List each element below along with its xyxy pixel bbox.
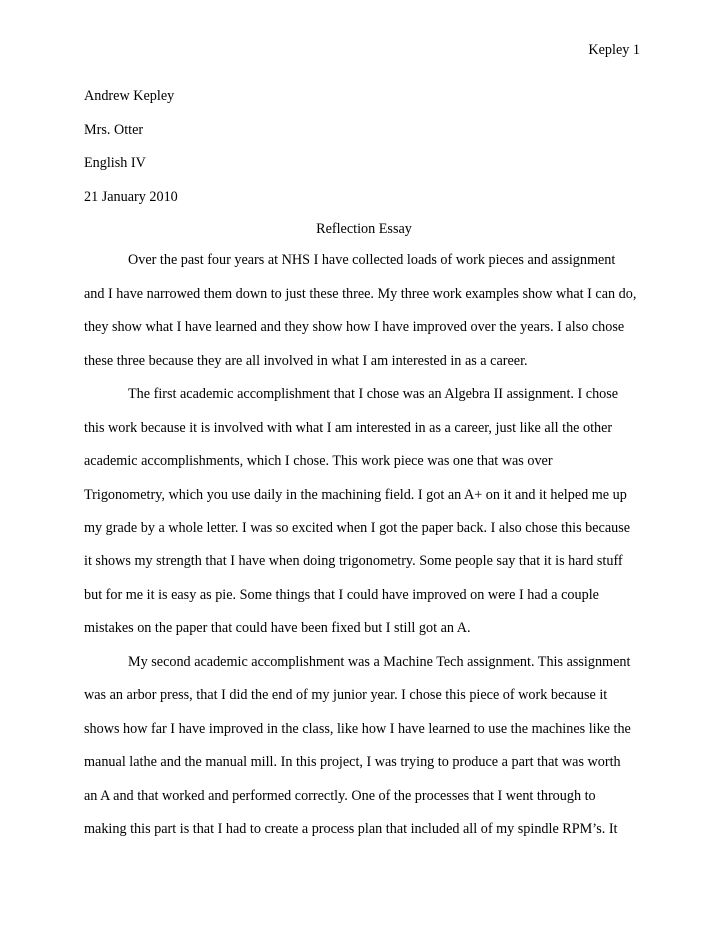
body-line: it shows my strength that I have when doing trigonometry. Some people say that it is hard stuff (84, 553, 623, 569)
body-line: was an arbor press, that I did the end of my junior year. I chose this piece of work because it (84, 687, 608, 703)
body-line: but for me it is easy as pie. Some things that I could have improved on were I had a couple (84, 587, 599, 603)
body-line: My second academic accomplishment was a Machine Tech assignment. This assignment (128, 654, 631, 670)
body-line: making this part is that I had to create a process plan that included all of my spindle RPM’s. It (84, 821, 618, 837)
body-line: my grade by a whole letter. I was so excited when I got the paper back. I also chose this because (84, 520, 631, 536)
teacher-name: Mrs. Otter (84, 122, 144, 138)
course-name: English IV (84, 155, 146, 171)
essay-title: Reflection Essay (316, 221, 412, 237)
body-line: these three because they are all involved in what I am interested in as a career. (84, 353, 528, 369)
body-line: and I have narrowed them down to just these three. My three work examples show what I can do, (84, 286, 637, 302)
body-line: an A and that worked and performed correctly. One of the processes that I went through to (84, 788, 596, 804)
body-line: The first academic accomplishment that I chose was an Algebra II assignment. I chose (128, 386, 619, 402)
body-line: mistakes on the paper that could have been fixed but I still got an A. (84, 620, 471, 636)
body-line: shows how far I have improved in the class, like how I have learned to use the machines like the (84, 721, 631, 737)
body-line: academic accomplishments, which I chose. This work piece was one that was over (84, 453, 553, 469)
body-line: this work because it is involved with what I am interested in as a career, just like all the other (84, 420, 613, 436)
body-line: they show what I have learned and they show how I have improved over the years. I also chose (84, 319, 625, 335)
running-head: Kepley 1 (588, 42, 640, 58)
date: 21 January 2010 (84, 189, 178, 205)
body-line: Trigonometry, which you use daily in the machining field. I got an A+ on it and it helped me up (84, 487, 627, 503)
body-line: manual lathe and the manual mill. In this project, I was trying to produce a part that was worth (84, 754, 621, 770)
body-line: Over the past four years at NHS I have collected loads of work pieces and assignment (128, 252, 616, 268)
author-name: Andrew Kepley (84, 88, 175, 104)
